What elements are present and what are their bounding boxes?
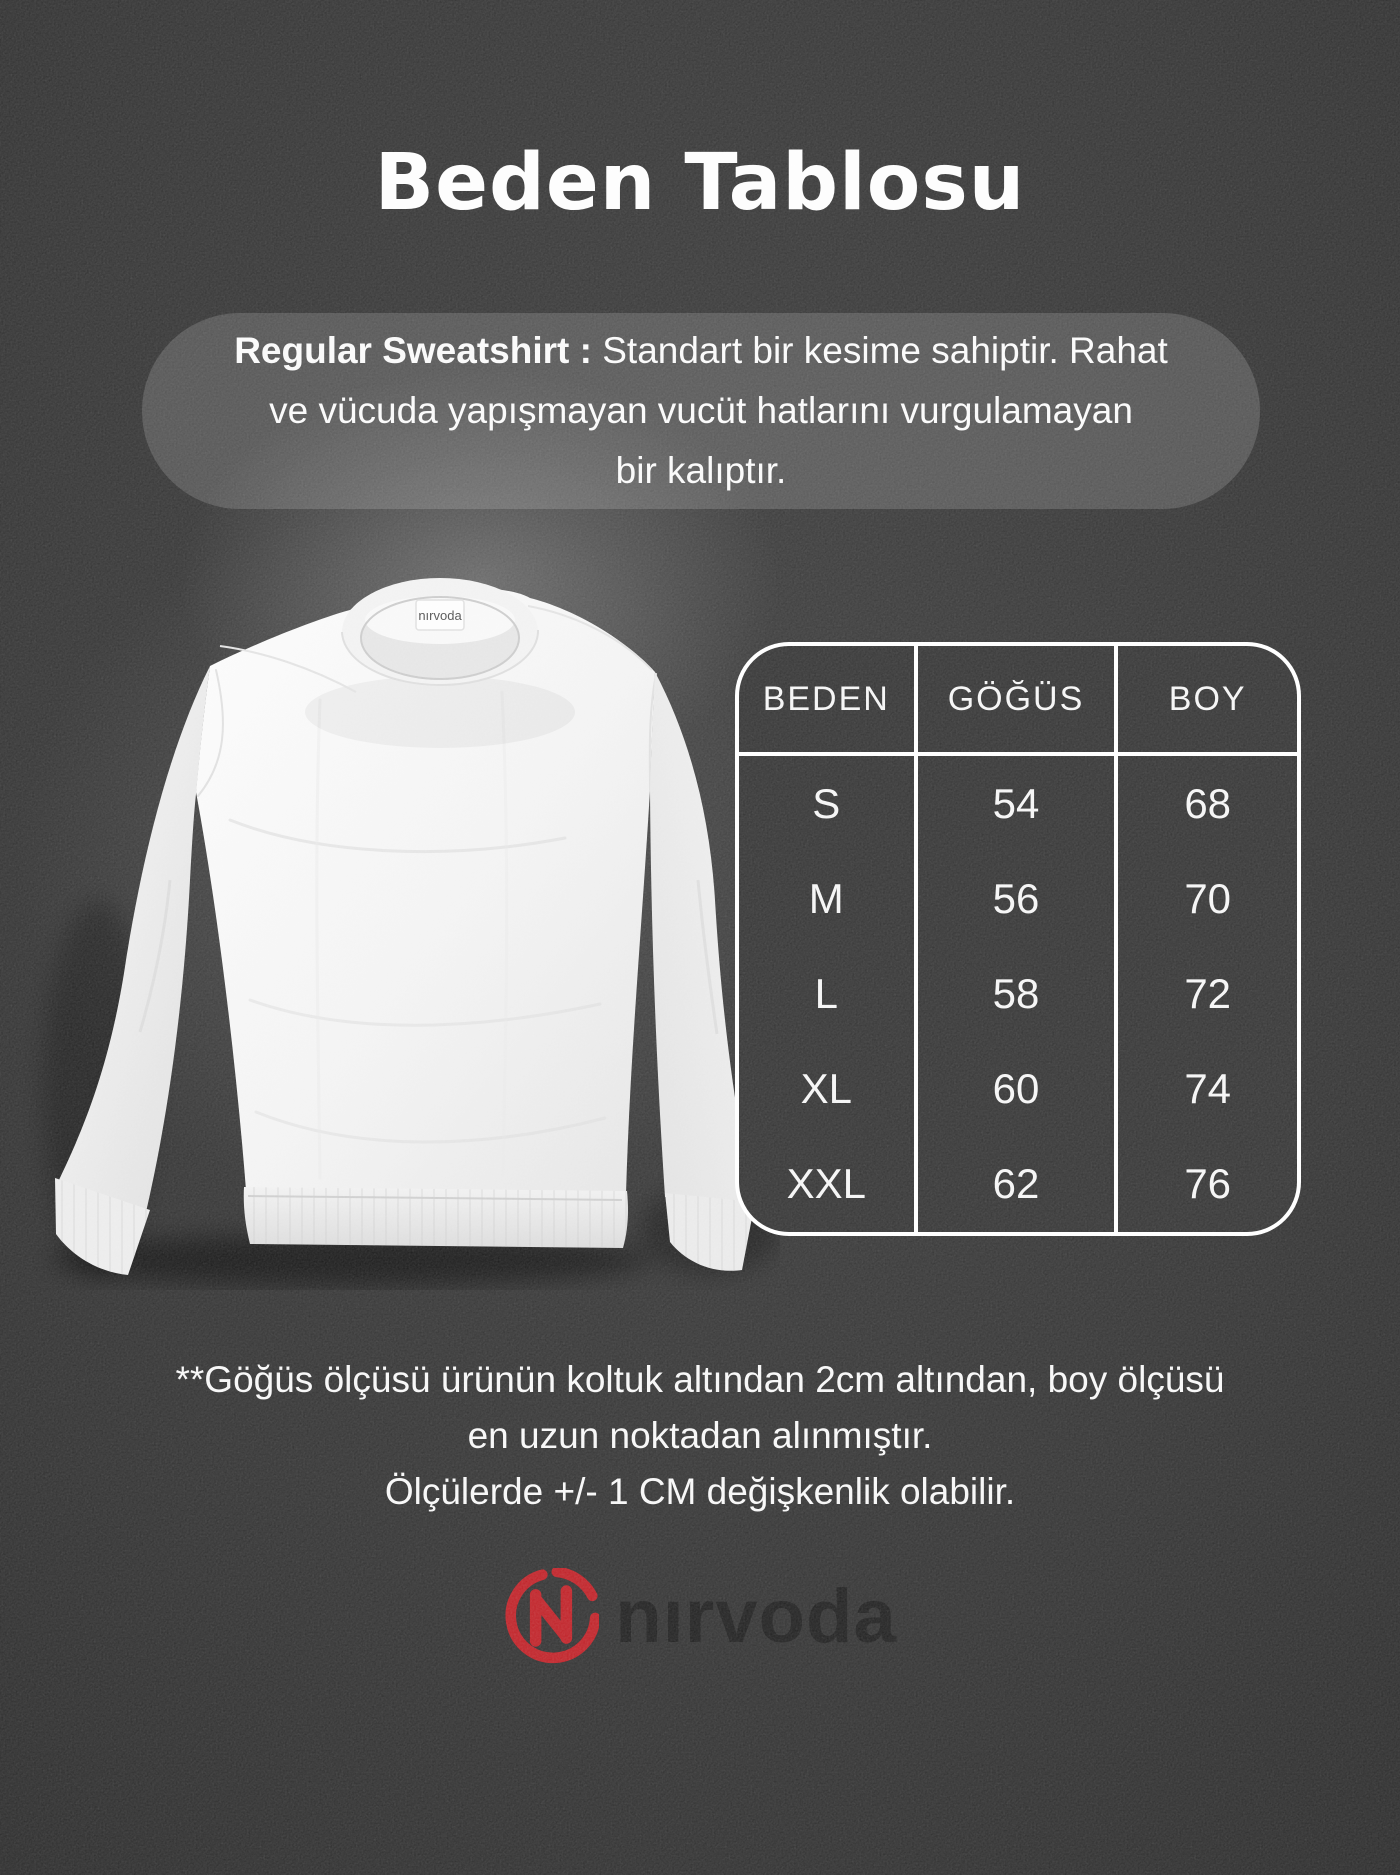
- measurement-note: [0, 1352, 1400, 1520]
- measurement-note-line-3: Ölçülerde +/- 1 CM değişkenlik olabilir.: [384, 1471, 1016, 1512]
- brand-logo: [0, 1568, 1400, 1664]
- size-cell-boy: 70: [1184, 874, 1232, 922]
- size-table-header-gogus: GÖĞÜS: [918, 646, 1119, 756]
- size-cell-gogus: 62: [918, 1137, 1119, 1232]
- sweatshirt-waistband: [244, 1187, 628, 1248]
- collar-label-text: nırvoda: [418, 608, 462, 623]
- description-product-name: Regular Sweatshirt :: [234, 330, 592, 371]
- brand-emblem-icon: [503, 1568, 599, 1664]
- description-line-2: ve vücuda yapışmayan vucüt hatlarını vurgulamayan: [269, 390, 1133, 431]
- measurement-note-line-2: en uzun noktadan alınmıştır.: [467, 1415, 933, 1456]
- size-cell-boy: 74: [1184, 1065, 1232, 1113]
- page-title: Beden Tablosu: [374, 138, 1026, 228]
- measurement-note-line-1: **Göğüs ölçüsü ürünün koltuk altından 2cm altından, boy ölçüsü: [175, 1359, 1225, 1400]
- size-cell-gogus: 60: [918, 1042, 1119, 1137]
- sweatshirt-product-image: [20, 460, 780, 1290]
- size-cell-beden: S: [739, 756, 918, 851]
- size-cell-boy: 68: [1184, 779, 1232, 827]
- brand-wordmark: nırvoda: [615, 1573, 897, 1659]
- sweatshirt-collar: [342, 578, 538, 686]
- size-table: [735, 642, 1301, 1236]
- size-cell-gogus: 56: [918, 851, 1119, 946]
- description-line-1-rest: Standart bir kesime sahiptir. Rahat: [591, 330, 1168, 371]
- description-pill: [142, 313, 1260, 509]
- size-cell-beden: XXL: [739, 1137, 918, 1232]
- description-line-1: [142, 321, 1260, 381]
- size-table-header-beden: BEDEN: [739, 646, 918, 756]
- size-cell-gogus: 58: [918, 946, 1119, 1041]
- size-cell-gogus: 54: [918, 756, 1119, 851]
- description-line-3: bir kalıptır.: [615, 450, 787, 491]
- size-cell-beden: L: [739, 946, 918, 1041]
- size-cell-boy: 76: [1184, 1160, 1232, 1208]
- size-table-header-boy: BOY: [1118, 646, 1297, 756]
- size-cell-beden: M: [739, 851, 918, 946]
- size-cell-boy: 72: [1184, 969, 1232, 1017]
- size-cell-beden: XL: [739, 1042, 918, 1137]
